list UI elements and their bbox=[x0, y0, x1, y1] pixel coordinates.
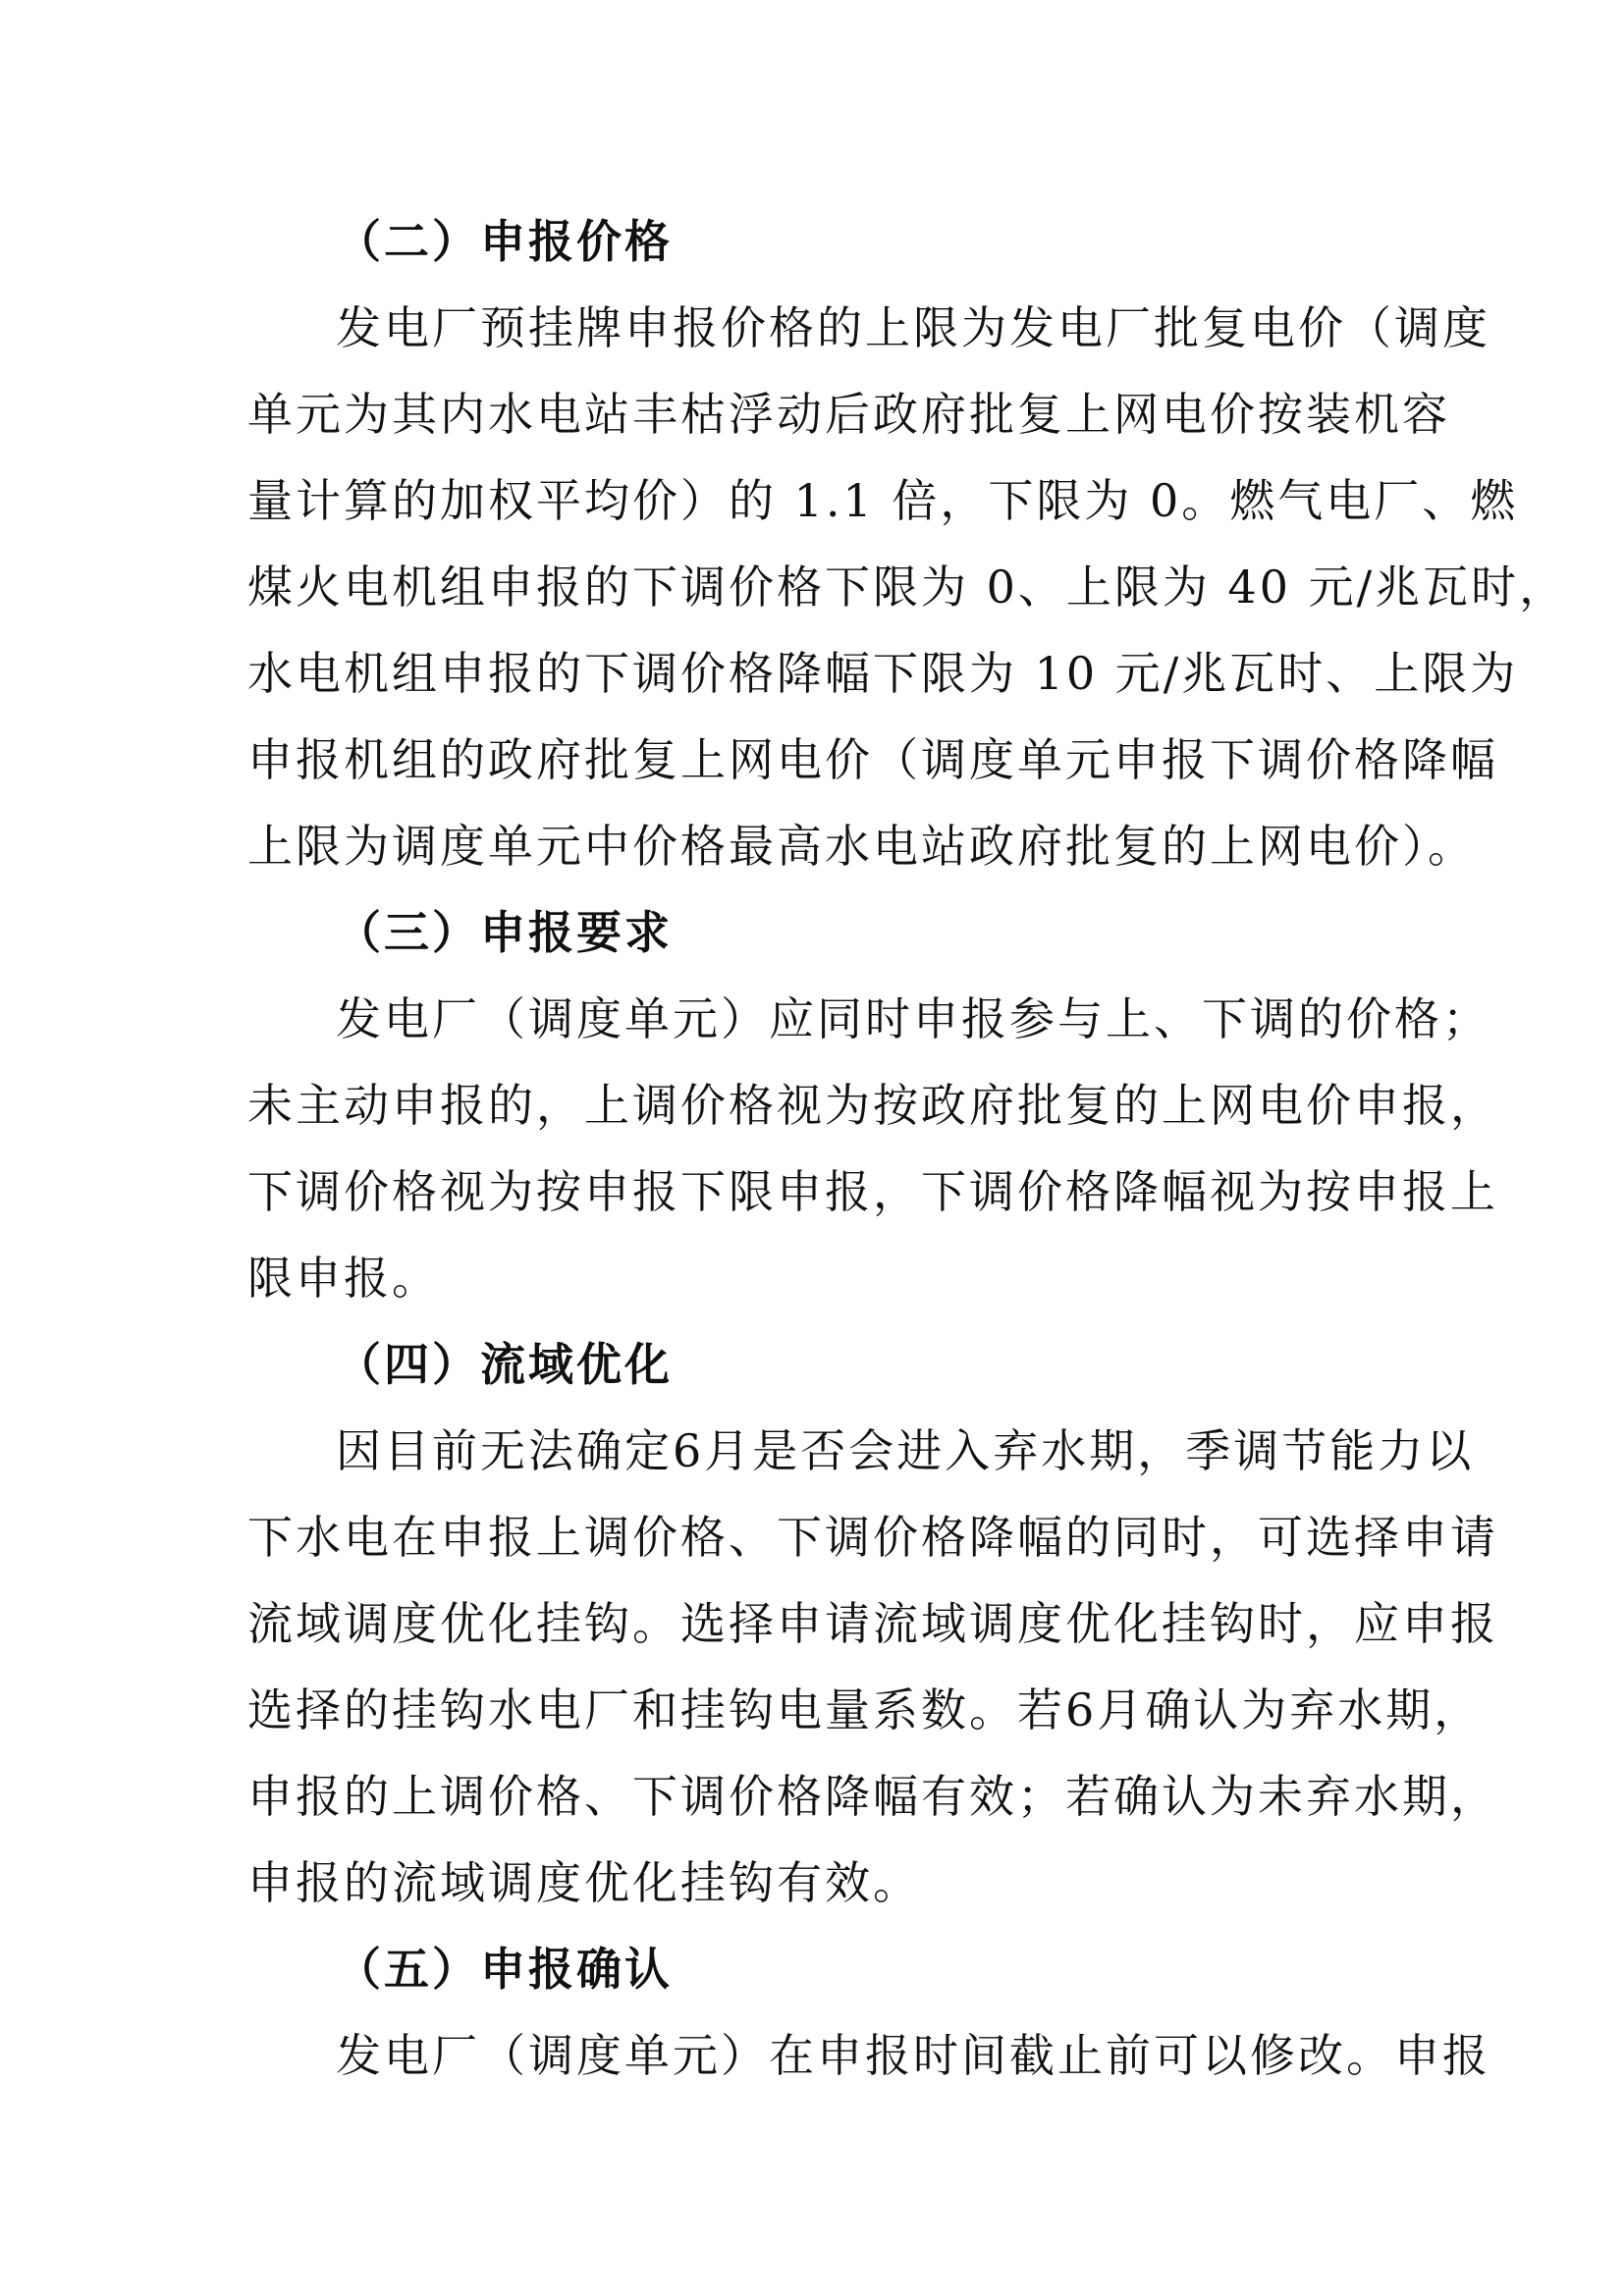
paragraph-line: 未主动申报的，上调价格视为按政府批复的上网电价申报， bbox=[247, 1079, 1498, 1132]
section-heading-4: （四）流域优化 bbox=[336, 1338, 673, 1391]
section-heading-3: （三）申报要求 bbox=[336, 906, 673, 959]
paragraph-line: 下调价格视为按申报下限申报，下调价格降幅视为按申报上 bbox=[247, 1165, 1498, 1218]
paragraph-line: 发电厂预挂牌申报价格的上限为发电厂批复电价（调度 bbox=[336, 301, 1490, 354]
paragraph-line: 选择的挂钩水电厂和挂钩电量系数。若6月确认为弃水期， bbox=[247, 1683, 1483, 1736]
paragraph-line: 申报的上调价格、下调价格降幅有效；若确认为未弃水期， bbox=[247, 1770, 1498, 1823]
paragraph-line: 煤火电机组申报的下调价格下限为 0、上限为 40 元/兆瓦时， bbox=[247, 561, 1568, 614]
paragraph-line: 申报的流域调度优化挂钩有效。 bbox=[247, 1856, 921, 1909]
paragraph-line: 量计算的加权平均价）的 1.1 倍，下限为 0。燃气电厂、燃 bbox=[247, 474, 1519, 527]
paragraph-line: 限申报。 bbox=[247, 1252, 440, 1305]
section-heading-5: （五）申报确认 bbox=[336, 1943, 673, 1996]
paragraph-line: 下水电在申报上调价格、下调价格降幅的同时，可选择申请 bbox=[247, 1511, 1498, 1564]
paragraph-line: 因目前无法确定6月是否会进入弃水期，季调节能力以 bbox=[336, 1424, 1475, 1477]
paragraph-line: 流域调度优化挂钩。选择申请流域调度优化挂钩时，应申报 bbox=[247, 1597, 1498, 1650]
paragraph-line: 申报机组的政府批复上网电价（调度单元申报下调价格降幅 bbox=[247, 733, 1498, 786]
paragraph-line: 发电厂（调度单元）在申报时间截止前可以修改。申报 bbox=[336, 2029, 1490, 2082]
paragraph-line: 单元为其内水电站丰枯浮动后政府批复上网电价按装机容 bbox=[247, 388, 1450, 441]
paragraph-line: 发电厂（调度单元）应同时申报参与上、下调的价格； bbox=[336, 992, 1490, 1045]
section-heading-2: （二）申报价格 bbox=[336, 215, 673, 268]
paragraph-line: 上限为调度单元中价格最高水电站政府批复的上网电价）。 bbox=[247, 820, 1476, 873]
paragraph-line: 水电机组申报的下调价格降幅下限为 10 元/兆瓦时、上限为 bbox=[247, 647, 1519, 700]
